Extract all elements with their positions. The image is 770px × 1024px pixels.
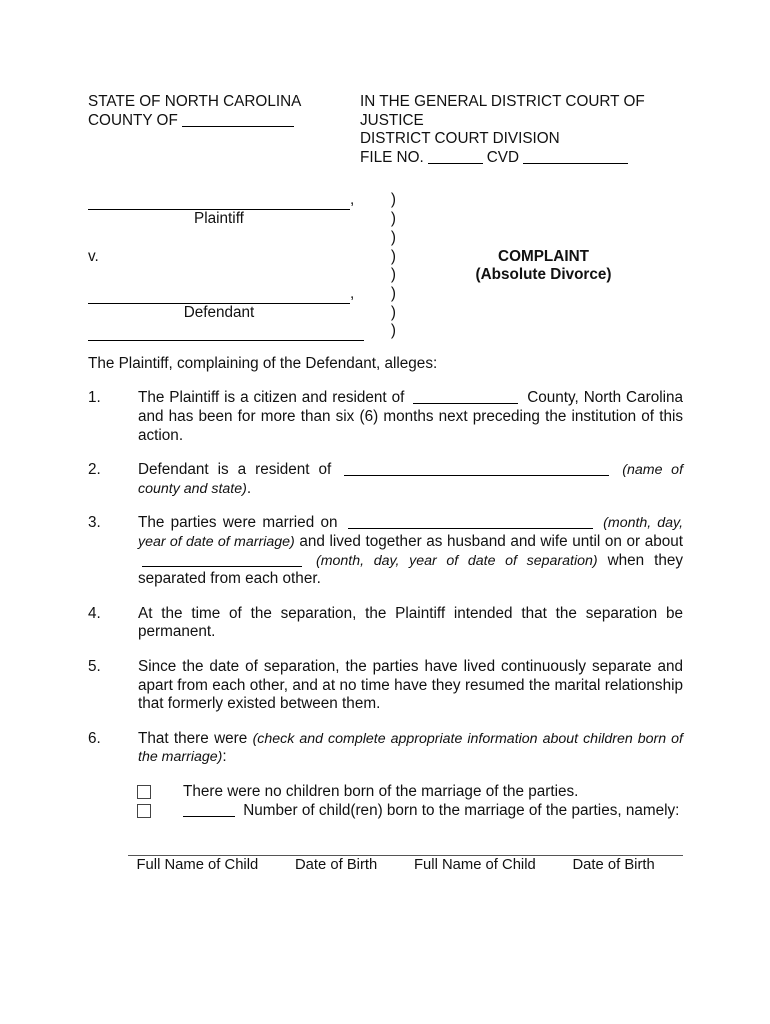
defendant-label: Defendant [183, 303, 255, 321]
county-label: COUNTY OF [88, 111, 178, 129]
caption-row-spacer-1 [88, 229, 683, 248]
cvd-label: CVD [486, 148, 520, 166]
allegation-2 [88, 461, 683, 498]
allegation-4 [88, 605, 683, 642]
allegation-3-hint-b: (month, day, year of date of separation) [315, 552, 598, 569]
allegation-3-hint-a: (month, day, year of date of marriage) [138, 515, 684, 551]
children-table-headers [128, 856, 683, 875]
caption-comma: , [350, 191, 355, 209]
allegation-2-text-a: Defendant is a resident of [138, 461, 332, 479]
caption-paren: ) [390, 210, 396, 228]
plaintiff-label: Plaintiff [194, 210, 244, 228]
allegation-2-period: . [246, 479, 252, 497]
plaintiff-name-blank[interactable] [88, 194, 350, 210]
court-division: DISTRICT COURT DIVISION [360, 130, 560, 148]
pleading-subtitle: (Absolute Divorce) [475, 266, 612, 284]
col-full-name-1: Full Name of Child [136, 857, 259, 874]
caption-comma: , [350, 284, 355, 302]
allegation-3-text-a: The parties were married on [138, 514, 338, 532]
case-caption [88, 191, 683, 341]
separation-date-blank[interactable] [142, 553, 302, 567]
no-children-option [88, 783, 683, 802]
allegation-5 [88, 658, 683, 714]
allegation-3 [88, 514, 683, 588]
children-table [128, 855, 683, 875]
allegation-1-text-b: County, North Carolina and has been for more than six (6) months next preceding the institution of this action. [138, 389, 684, 444]
item-number: 2. [88, 461, 101, 479]
pleading-title: COMPLAINT [498, 247, 589, 265]
allegation-1 [88, 389, 683, 445]
state-caption: STATE OF NORTH CAROLINA [88, 93, 302, 110]
marriage-date-blank[interactable] [348, 515, 593, 529]
item-number: 5. [88, 658, 101, 675]
county-line [88, 112, 360, 131]
allegation-3-text-b: and lived together as husband and wife until on or about [299, 533, 683, 551]
allegation-6-colon: : [222, 748, 227, 766]
no-children-text: There were no children born of the marriage of the parties. [183, 782, 579, 800]
allegation-6-text-a: That there were [138, 729, 248, 747]
caption-paren: ) [390, 191, 396, 209]
court-name: IN THE GENERAL DISTRICT COURT OF JUSTICE [360, 93, 645, 129]
caption-paren: ) [390, 322, 396, 340]
caption-paren: ) [390, 284, 396, 302]
court-header [88, 93, 683, 167]
col-dob-2: Date of Birth [572, 857, 655, 874]
children-options [88, 783, 683, 820]
extra-party-blank[interactable] [88, 325, 364, 341]
col-full-name-2: Full Name of Child [414, 857, 536, 874]
cvd-no-blank[interactable] [523, 150, 628, 164]
number-children-label: Number of child(ren) born to the marriage of the parties, namely: [243, 801, 680, 819]
caption-paren: ) [390, 228, 396, 246]
number-children-checkbox[interactable] [137, 804, 151, 818]
defendant-name-blank[interactable] [88, 288, 350, 304]
caption-row-plaintiff-name [88, 191, 683, 210]
item-number: 3. [88, 514, 101, 532]
col-dob-1: Date of Birth [295, 857, 378, 874]
item-number: 4. [88, 604, 101, 622]
caption-row-spacer-2 [88, 266, 683, 285]
allegation-4-text: At the time of the separation, the Plaintiff intended that the separation be permanent. [138, 604, 683, 641]
caption-row-plaintiff-label [88, 210, 683, 229]
caption-row-defendant-label [88, 304, 683, 323]
allegation-6-text [138, 730, 683, 767]
allegation-1-text [138, 389, 683, 445]
no-children-checkbox[interactable] [137, 785, 151, 799]
caption-row-versus [88, 247, 683, 266]
header-right-column [360, 93, 683, 167]
allegation-5-text: Since the date of separation, the parties have lived continuously separate and apart from each other, and at no time have they resumed the marital relationship that formerly existed between them. [138, 658, 683, 713]
number-children-option [88, 802, 683, 821]
intro-line: The Plaintiff, complaining of the Defendant, alleges: [88, 354, 438, 372]
allegation-2-hint: (name of county and state) [138, 462, 684, 497]
caption-paren: ) [390, 266, 396, 284]
versus-label: v. [88, 247, 99, 265]
file-no-line [360, 149, 683, 168]
allegation-6 [88, 730, 683, 767]
allegation-6-hint: (check and complete appropriate information about children born of the marriage) [138, 730, 683, 766]
allegation-3-text [138, 514, 683, 588]
header-left-column [88, 93, 360, 167]
allegation-2-text [138, 461, 683, 498]
caption-paren: ) [390, 303, 396, 321]
allegation-3-text-c: when they separated from each other. [138, 551, 684, 588]
county-name-blank[interactable] [182, 113, 294, 127]
caption-paren: ) [390, 247, 396, 265]
caption-row-extra-line [88, 322, 683, 341]
caption-row-defendant-name [88, 285, 683, 304]
item-number: 6. [88, 729, 101, 747]
residence-county-blank[interactable] [413, 390, 518, 404]
item-number: 1. [88, 389, 101, 407]
children-count-blank[interactable] [183, 803, 235, 817]
allegation-1-text-a: The Plaintiff is a citizen and resident of [138, 389, 405, 407]
defendant-residence-blank[interactable] [344, 462, 609, 476]
file-no-label: FILE NO. [360, 148, 424, 166]
number-children-text [183, 802, 683, 821]
file-no-blank[interactable] [428, 150, 483, 164]
